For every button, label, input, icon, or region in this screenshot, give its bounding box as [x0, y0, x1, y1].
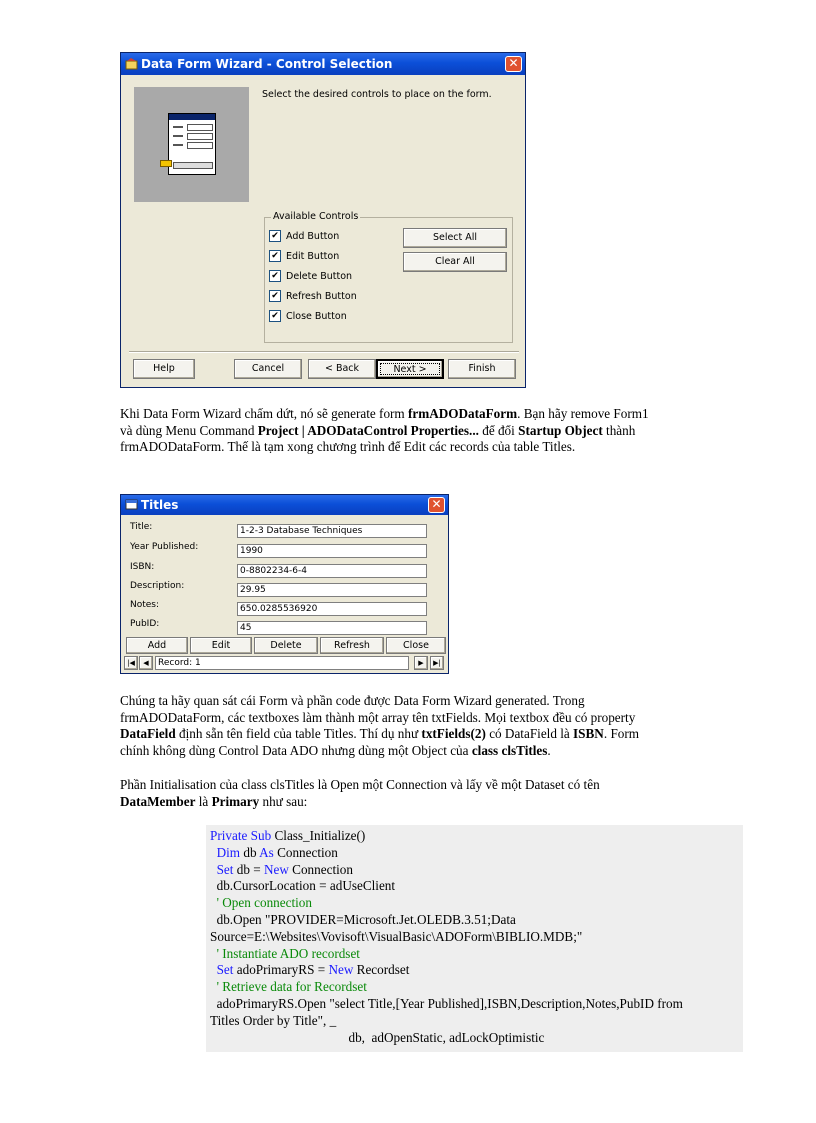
check-icon: ✔ — [269, 230, 281, 242]
field-label-title: Title: — [130, 522, 153, 532]
next-record-icon[interactable]: ▶ — [414, 656, 428, 670]
edit-button[interactable]: Edit — [190, 637, 252, 654]
group-label: Available Controls — [273, 211, 359, 222]
check-icon: ✔ — [269, 310, 281, 322]
refresh-button-checkbox[interactable] — [269, 290, 357, 303]
code-comment: ' Open connection — [216, 895, 312, 911]
para2-bold-3: ISBN — [573, 726, 604, 741]
para1-bold-1: frmADODataForm — [407, 406, 518, 421]
field-label-description: Description: — [130, 581, 185, 591]
notes-field[interactable]: 650.0285536920 — [237, 602, 427, 616]
para1-text-3: để đổi — [478, 422, 519, 438]
para2-bold-1: DataField — [120, 726, 176, 741]
wizard-app-icon — [125, 57, 138, 70]
select-all-button[interactable]: Select All — [403, 228, 507, 248]
para3-text-1: Phần Initialisation của class clsTitles là Open một Connection và lấy về một Dataset có tên — [120, 777, 600, 792]
paragraph-3 — [120, 777, 660, 810]
delete-button[interactable]: Delete — [254, 637, 318, 654]
para1-text-1: Khi Data Form Wizard chấm dứt, nó sẽ generate form — [120, 406, 408, 421]
code-line: Private Sub Class_Initialize() — [210, 828, 366, 843]
isbn-field[interactable]: 0-8802234-6-4 — [237, 564, 427, 578]
code-line: Set adoPrimaryRS = New Recordset — [216, 962, 410, 978]
checkbox-label: Edit Button — [286, 251, 340, 262]
checkbox-label: Add Button — [286, 231, 340, 242]
code-line: Source=E:\Websites\Vovisoft\VisualBasic\ADOForm\BIBLIO.MDB;" — [210, 928, 583, 944]
field-label-year: Year Published: — [130, 542, 199, 552]
para2-bold-2: txtFields(2) — [421, 726, 486, 741]
code-comment: ' Instantiate ADO recordset — [216, 945, 360, 961]
para1-bold-3: Startup Object — [518, 422, 603, 438]
check-icon: ✔ — [269, 250, 281, 262]
field-label-pubid: PubID: — [130, 619, 160, 629]
wizard-preview-image — [134, 87, 249, 202]
pubid-field[interactable]: 45 — [237, 621, 427, 635]
para3-bold-1: DataMember — [120, 793, 196, 809]
para3-bold-2: Primary — [211, 793, 260, 809]
code-line: adoPrimaryRS.Open "select Title,[Year Published],ISBN,Description,Notes,PubID from — [216, 995, 683, 1011]
wizard-titlebar — [121, 53, 525, 75]
add-button[interactable]: Add — [126, 637, 188, 654]
para3-text-2: là — [195, 793, 212, 809]
wizard-separator — [129, 351, 519, 353]
para2-text-4: . Form chính không dùng Control Data ADO nhưng dùng một Object của — [120, 726, 640, 758]
titles-app-icon — [125, 498, 138, 511]
record-navigator — [124, 656, 446, 670]
wizard-instruction: Select the desired controls to place on the form. — [262, 89, 492, 100]
para2-text-1: Chúng ta hãy quan sát cái Form và phần code được Data Form Wizard generated. Trong frmADODataForm, các textboxes làm thành một array tên txtFields. Mọi textbox đều có property — [120, 693, 636, 725]
clear-all-button[interactable]: Clear All — [403, 252, 507, 272]
help-button[interactable]: Help — [133, 359, 195, 379]
field-label-isbn: ISBN: — [130, 562, 155, 572]
edit-button-checkbox[interactable] — [269, 250, 339, 263]
titles-title: Titles — [141, 498, 179, 512]
titles-close-button[interactable]: ✕ — [428, 497, 445, 513]
description-field[interactable]: 29.95 — [237, 583, 427, 597]
code-block — [206, 825, 743, 1052]
para2-bold-4: class clsTitles — [471, 742, 548, 758]
titles-titlebar — [121, 495, 448, 515]
last-record-icon[interactable]: ▶| — [430, 656, 444, 670]
para2-text-2: định sẵn tên field của table Titles. Thí dụ như — [175, 726, 422, 741]
refresh-button[interactable]: Refresh — [320, 637, 384, 654]
para3-text-3: như sau: — [259, 793, 308, 809]
para1-text-4: thành frmADODataForm. Thế là tạm xong chương trình để Edit các records của table Titles. — [120, 422, 636, 454]
para1-text-2: . Bạn hãy remove Form1 và dùng Menu Command — [120, 406, 649, 438]
first-record-icon[interactable]: |◀ — [124, 656, 138, 670]
code-line: Titles Order by Title", _ — [210, 1012, 337, 1028]
wizard-window — [120, 52, 526, 388]
close-button[interactable]: Close — [386, 637, 446, 654]
code-line: db.CursorLocation = adUseClient — [216, 878, 396, 894]
arrow-icon — [160, 160, 172, 167]
checkbox-label: Close Button — [286, 311, 347, 322]
checkbox-label: Delete Button — [286, 271, 353, 282]
check-icon: ✔ — [269, 270, 281, 282]
para1-bold-2: Project | ADODataControl Properties... — [257, 422, 479, 438]
field-label-notes: Notes: — [130, 600, 160, 610]
check-icon: ✔ — [269, 290, 281, 302]
wizard-title: Data Form Wizard - Control Selection — [141, 57, 393, 71]
add-button-checkbox[interactable] — [269, 230, 339, 243]
code-comment: ' Retrieve data for Recordset — [216, 979, 367, 995]
checkbox-label: Refresh Button — [286, 291, 357, 302]
available-controls-group — [264, 211, 513, 343]
finish-button[interactable]: Finish — [448, 359, 516, 379]
paragraph-2 — [120, 693, 660, 759]
delete-button-checkbox[interactable] — [269, 270, 352, 283]
para2-text-5: . — [547, 742, 551, 758]
cancel-button[interactable]: Cancel — [234, 359, 302, 379]
form-preview-icon — [168, 113, 216, 175]
code-line: db.Open "PROVIDER=Microsoft.Jet.OLEDB.3.51;Data — [216, 911, 516, 927]
prev-record-icon[interactable]: ◀ — [139, 656, 153, 670]
code-line: Set db = New Connection — [216, 861, 353, 877]
paragraph-1 — [120, 406, 660, 456]
title-field[interactable]: 1-2-3 Database Techniques — [237, 524, 427, 538]
close-button-checkbox[interactable] — [269, 310, 347, 323]
code-line: Dim db As Connection — [216, 844, 338, 860]
para2-text-3: có DataField là — [485, 726, 574, 741]
record-label: Record: 1 — [155, 656, 409, 670]
year-field[interactable]: 1990 — [237, 544, 427, 558]
code-line: db, adOpenStatic, adLockOptimistic — [348, 1029, 545, 1045]
next-button[interactable]: Next > — [376, 359, 444, 379]
wizard-close-button[interactable]: ✕ — [505, 56, 522, 72]
back-button[interactable]: < Back — [308, 359, 376, 379]
